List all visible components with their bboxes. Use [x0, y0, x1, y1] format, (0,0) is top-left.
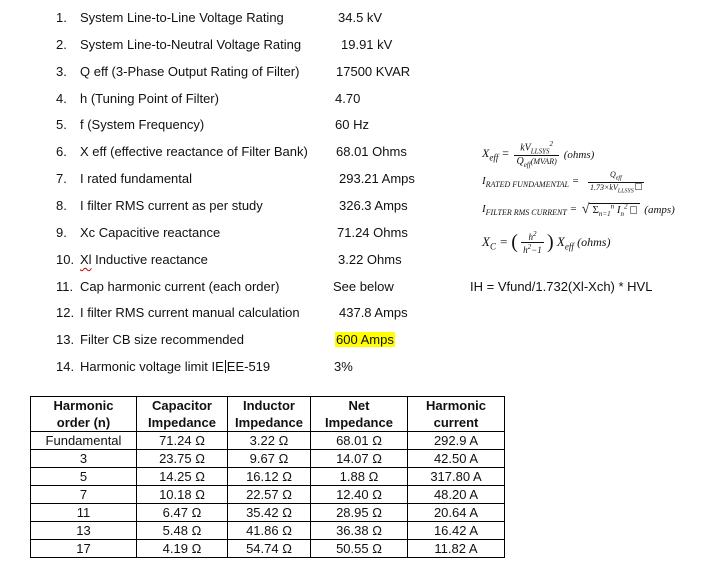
table-cell: 68.01 Ω: [311, 432, 408, 450]
table-cell: 23.75 Ω: [137, 450, 228, 468]
list-value-highlighted: 600 Amps: [336, 332, 394, 347]
equation-ifilter: $I_{FILTER RMS CURRENT}$ = √ $\Sigma_{n=1}^n$ $I_n^2$ (amps): [482, 202, 675, 219]
table-cell: 4.19 Ω: [137, 540, 228, 558]
table-cell: 28.95 Ω: [311, 504, 408, 522]
list-item: 10. Xl Inductive reactance: [56, 252, 208, 267]
column-header: Inductor Impedance: [228, 397, 311, 432]
list-item: 3. Q eff (3-Phase Output Rating of Filter): [56, 64, 300, 79]
list-item: 8. I filter RMS current as per study: [56, 198, 263, 213]
list-value: 3%: [334, 359, 353, 374]
table-cell: 54.74 Ω: [228, 540, 311, 558]
list-item: 13. Filter CB size recommended: [56, 332, 244, 347]
table-cell: 14.07 Ω: [311, 450, 408, 468]
table-cell: 11.82 A: [408, 540, 505, 558]
table-cell: 42.50 A: [408, 450, 505, 468]
harmonic-table: [30, 396, 505, 558]
table-cell: 17: [31, 540, 137, 558]
table-cell: Fundamental: [31, 432, 137, 450]
table-row: [31, 522, 505, 540]
list-item: 14. Harmonic voltage limit IE EE-519: [56, 359, 271, 374]
table-cell: 5.48 Ω: [137, 522, 228, 540]
table-row: [31, 504, 505, 522]
list-value: 437.8 Amps: [339, 305, 408, 320]
table-row: [31, 540, 505, 558]
list-item: 11. Cap harmonic current (each order): [56, 279, 280, 294]
table-cell: 16.12 Ω: [228, 468, 311, 486]
table-cell: 22.57 Ω: [228, 486, 311, 504]
list-value: 68.01 Ohms: [336, 144, 407, 159]
table-cell: 12.40 Ω: [311, 486, 408, 504]
table-cell: 11: [31, 504, 137, 522]
table-cell: 317.80 A: [408, 468, 505, 486]
list-value: 17500 KVAR: [336, 64, 411, 79]
table-cell: 7: [31, 486, 137, 504]
column-header: Net Impedance: [311, 397, 408, 432]
table-cell: 16.42 A: [408, 522, 505, 540]
table-cell: 20.64 A: [408, 504, 505, 522]
list-value: 71.24 Ohms: [337, 225, 408, 240]
equation-irated: $I_{RATED FUNDAMENTAL}$ = $Q_{eff}$ $1.73\times kV_{LLSYS}$: [482, 170, 644, 194]
table-cell: 3: [31, 450, 137, 468]
equation-xc: $X_C$ = ( $\frac{h^2}{h^2-1}$ ) $X_{eff}$ (ohms): [482, 230, 611, 255]
table-cell: 35.42 Ω: [228, 504, 311, 522]
column-header: Harmonic order (n): [31, 397, 137, 432]
table-cell: 50.55 Ω: [311, 540, 408, 558]
list-item: 9. Xc Capacitive reactance: [56, 225, 221, 240]
placeholder-box-icon: [630, 206, 637, 214]
table-cell: 41.86 Ω: [228, 522, 311, 540]
table-cell: 36.38 Ω: [311, 522, 408, 540]
ih-formula: IH = Vfund/1.732(Xl-Xch) * HVL: [470, 279, 653, 294]
equation-xeff: $X_{eff}$ = $kV_{LLSYS}^2$ $Q_{eff}(MVAR)$ (ohms): [482, 140, 595, 170]
list-item: 4. h (Tuning Point of Filter): [56, 91, 219, 106]
list-value: 4.70: [335, 91, 361, 106]
list-item: 7. I rated fundamental: [56, 171, 193, 186]
table-cell: 10.18 Ω: [137, 486, 228, 504]
spellcheck-underline: Xl: [80, 252, 92, 267]
table-cell: 13: [31, 522, 137, 540]
sqrt-icon: √ $\Sigma_{n=1}^n$ $I_n^2$: [582, 202, 640, 218]
list-item: 1. System Line-to-Line Voltage Rating: [56, 10, 284, 25]
placeholder-box-icon: [635, 183, 642, 190]
table-cell: 3.22 Ω: [228, 432, 311, 450]
table-header-row: [31, 397, 505, 432]
list-value: 293.21 Amps: [339, 171, 415, 186]
table-cell: 5: [31, 468, 137, 486]
list-value: 3.22 Ohms: [338, 252, 402, 267]
table-row: [31, 432, 505, 450]
list-value: 19.91 kV: [341, 37, 393, 52]
column-header: Harmonic current: [408, 397, 505, 432]
text-cursor: [225, 360, 226, 373]
list-value: 326.3 Amps: [339, 198, 408, 213]
list-item: 6. X eff (effective reactance of Filter Bank): [56, 144, 308, 159]
table-row: [31, 468, 505, 486]
list-value: See below: [333, 279, 394, 294]
table-cell: 6.47 Ω: [137, 504, 228, 522]
table-cell: 48.20 A: [408, 486, 505, 504]
list-item: 12. I filter RMS current manual calculation: [56, 305, 300, 320]
list-value: 60 Hz: [335, 117, 369, 132]
list-value: 34.5 kV: [338, 10, 383, 25]
table-cell: 71.24 Ω: [137, 432, 228, 450]
table-cell: 1.88 Ω: [311, 468, 408, 486]
table-row: [31, 450, 505, 468]
table-cell: 292.9 A: [408, 432, 505, 450]
list-item: 2. System Line-to-Neutral Voltage Rating: [56, 37, 302, 52]
column-header: Capacitor Impedance: [137, 397, 228, 432]
table-cell: 14.25 Ω: [137, 468, 228, 486]
table-cell: 9.67 Ω: [228, 450, 311, 468]
table-row: [31, 486, 505, 504]
list-item: 5. f (System Frequency): [56, 117, 205, 132]
